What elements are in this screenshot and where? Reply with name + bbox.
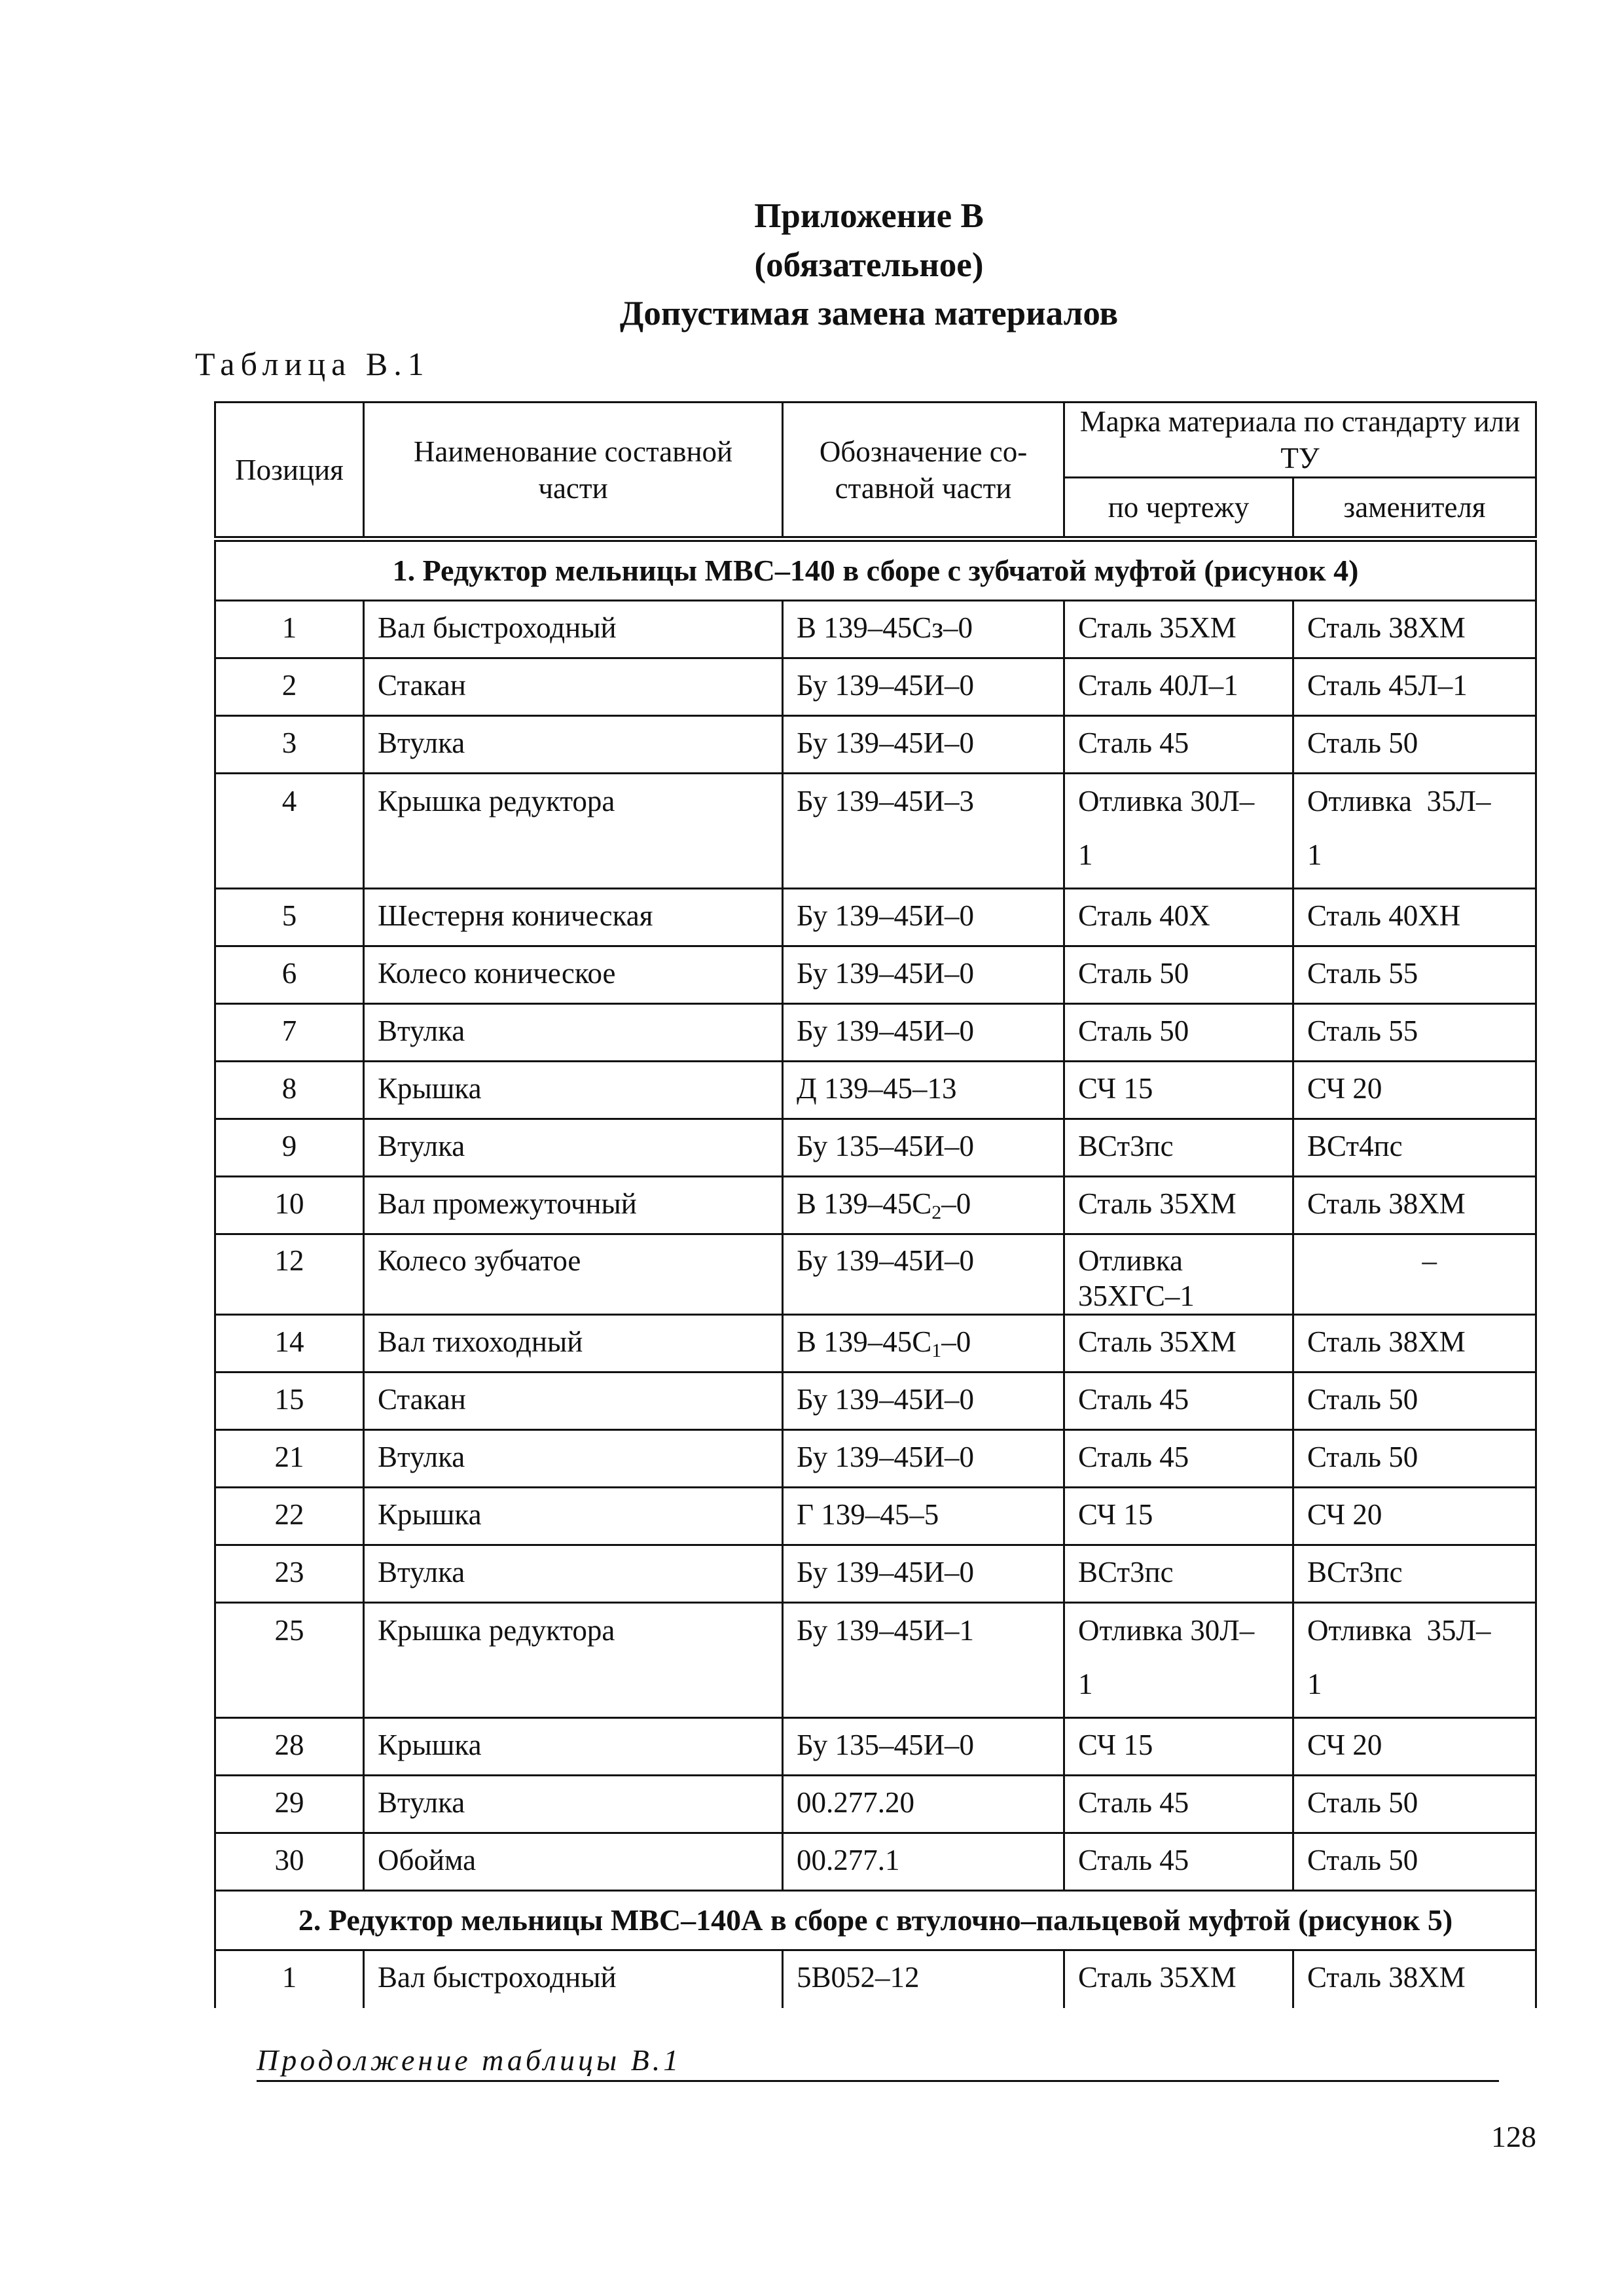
cell-by-drawing: Сталь 35ХМ <box>1064 1177 1293 1234</box>
cell-part-name: Втулка <box>364 1004 783 1062</box>
table-row <box>215 1234 1536 1315</box>
appendix-subject: Допустимая замена материалов <box>619 295 1119 332</box>
cell-substitute: Сталь 38ХМ <box>1293 1177 1536 1234</box>
cell-substitute: СЧ 20 <box>1293 1718 1536 1776</box>
cell-designation: Бу 139–45И–0 <box>783 1545 1064 1603</box>
cell-part-name: Вал промежуточный <box>364 1177 783 1234</box>
cell-line: Отливка 30Л– <box>1078 785 1255 817</box>
cell-by-drawing: Сталь 40Л–1 <box>1064 658 1293 716</box>
cell-part-name: Колесо коническое <box>364 946 783 1004</box>
cell-position: 6 <box>215 946 364 1004</box>
materials-table <box>214 401 1537 2008</box>
cell-substitute <box>1293 774 1536 889</box>
cell-designation: Бу 139–45И–1 <box>783 1603 1064 1718</box>
appendix-status: (обязательное) <box>754 246 984 284</box>
cell-part-name: Колесо зубчатое <box>364 1234 783 1315</box>
cell-part-name: Стакан <box>364 658 783 716</box>
cell-by-drawing: СЧ 15 <box>1064 1488 1293 1545</box>
cell-designation: Бу 139–45И–0 <box>783 658 1064 716</box>
cell-by-drawing: Сталь 50 <box>1064 1004 1293 1062</box>
cell-by-drawing <box>1064 774 1293 889</box>
cell-by-drawing: Сталь 40Х <box>1064 889 1293 946</box>
header-by-drawing: по чертежу <box>1064 478 1293 539</box>
cell-part-name: Обойма <box>364 1833 783 1891</box>
cell-position: 9 <box>215 1119 364 1177</box>
cell-position: 7 <box>215 1004 364 1062</box>
cell-designation: Бу 139–45И–0 <box>783 1234 1064 1315</box>
cell-substitute: Сталь 50 <box>1293 1430 1536 1488</box>
table-row <box>215 1488 1536 1545</box>
cell-by-drawing <box>1064 1603 1293 1718</box>
cell-position: 1 <box>215 601 364 658</box>
table-row <box>215 1545 1536 1603</box>
table-row <box>215 1177 1536 1234</box>
cell-by-drawing: СЧ 15 <box>1064 1062 1293 1119</box>
table-row <box>215 946 1536 1004</box>
section-title: 1. Редуктор мельницы МВС–140 в сборе с зубчатой муфтой (рисунок 4) <box>215 539 1536 601</box>
cell-by-drawing: Сталь 35ХМ <box>1064 1950 1293 2008</box>
cell-designation: Бу 135–45И–0 <box>783 1718 1064 1776</box>
header-substitute: заменителя <box>1293 478 1536 539</box>
table-continuation-label: Продолжение таблицы В.1 <box>257 2041 1499 2082</box>
cell-substitute: Сталь 50 <box>1293 1833 1536 1891</box>
cell-substitute: ВСт4пс <box>1293 1119 1536 1177</box>
cell-substitute: Сталь 50 <box>1293 1776 1536 1833</box>
header-position: Позиция <box>215 403 364 539</box>
cell-line: 1 <box>1307 1668 1322 1700</box>
cell-by-drawing: Сталь 45 <box>1064 1372 1293 1430</box>
appendix-title: Приложение В <box>754 197 984 235</box>
cell-part-name: Стакан <box>364 1372 783 1430</box>
cell-substitute: Сталь 38ХМ <box>1293 601 1536 658</box>
table-row <box>215 1603 1536 1718</box>
cell-line: Отливка 35Л– <box>1307 1614 1491 1647</box>
table-row <box>215 889 1536 946</box>
cell-line: Отливка <box>1078 1244 1183 1277</box>
designation-main: В 139–45С <box>797 1187 932 1220</box>
designation-tail: –0 <box>941 1325 971 1358</box>
table-row <box>215 601 1536 658</box>
cell-position: 21 <box>215 1430 364 1488</box>
cell-designation: Г 139–45–5 <box>783 1488 1064 1545</box>
table-row <box>215 1004 1536 1062</box>
cell-by-drawing: Сталь 45 <box>1064 1776 1293 1833</box>
table-row <box>215 1833 1536 1891</box>
table-row <box>215 658 1536 716</box>
cell-substitute: Сталь 40ХН <box>1293 889 1536 946</box>
cell-position: 8 <box>215 1062 364 1119</box>
cell-designation: Бу 139–45И–0 <box>783 946 1064 1004</box>
designation-subscript: 2 <box>931 1202 942 1223</box>
cell-substitute: Сталь 55 <box>1293 1004 1536 1062</box>
cell-designation: Д 139–45–13 <box>783 1062 1064 1119</box>
cell-substitute: Сталь 55 <box>1293 946 1536 1004</box>
cell-part-name: Вал тихоходный <box>364 1315 783 1372</box>
page-number: 128 <box>1491 2120 1536 2153</box>
cell-by-drawing <box>1064 1234 1293 1315</box>
cell-part-name: Втулка <box>364 1545 783 1603</box>
cell-position: 30 <box>215 1833 364 1891</box>
table-caption: Таблица В.1 <box>195 346 430 382</box>
cell-position: 10 <box>215 1177 364 1234</box>
cell-part-name: Втулка <box>364 716 783 774</box>
table-row <box>215 1119 1536 1177</box>
cell-substitute: Сталь 50 <box>1293 716 1536 774</box>
cell-by-drawing: ВСт3пс <box>1064 1119 1293 1177</box>
cell-line: 1 <box>1078 838 1093 871</box>
table-row <box>215 774 1536 889</box>
cell-position: 12 <box>215 1234 364 1315</box>
cell-part-name: Крышка <box>364 1718 783 1776</box>
cell-part-name: Крышка <box>364 1062 783 1119</box>
cell-substitute: СЧ 20 <box>1293 1488 1536 1545</box>
cell-designation: 00.277.20 <box>783 1776 1064 1833</box>
cell-position: 28 <box>215 1718 364 1776</box>
cell-designation: Бу 139–45И–0 <box>783 889 1064 946</box>
cell-part-name: Шестерня коническая <box>364 889 783 946</box>
cell-line: Отливка 35Л– <box>1307 785 1491 817</box>
table-row <box>215 1372 1536 1430</box>
table-row <box>215 1718 1536 1776</box>
designation-tail: –0 <box>941 1187 971 1220</box>
cell-line: 35ХГС–1 <box>1078 1280 1195 1312</box>
cell-position: 3 <box>215 716 364 774</box>
cell-substitute: Сталь 38ХМ <box>1293 1950 1536 2008</box>
section-title: 2. Редуктор мельницы МВС–140А в сборе с втулочно–пальцевой муфтой (рисунок 5) <box>215 1891 1536 1950</box>
cell-position: 1 <box>215 1950 364 2008</box>
cell-substitute: Сталь 38ХМ <box>1293 1315 1536 1372</box>
cell-position: 14 <box>215 1315 364 1372</box>
cell-substitute: Сталь 50 <box>1293 1372 1536 1430</box>
cell-position: 22 <box>215 1488 364 1545</box>
cell-designation <box>783 1177 1064 1234</box>
cell-by-drawing: Сталь 45 <box>1064 1833 1293 1891</box>
cell-designation: Бу 139–45И–0 <box>783 1372 1064 1430</box>
cell-designation: Бу 139–45И–0 <box>783 1430 1064 1488</box>
cell-designation: 00.277.1 <box>783 1833 1064 1891</box>
cell-by-drawing: Сталь 50 <box>1064 946 1293 1004</box>
cell-designation: 5В052–12 <box>783 1950 1064 2008</box>
cell-by-drawing: Сталь 35ХМ <box>1064 601 1293 658</box>
header-part-name: Наименование составной части <box>364 403 783 539</box>
cell-position: 2 <box>215 658 364 716</box>
cell-position: 15 <box>215 1372 364 1430</box>
cell-line: 1 <box>1078 1668 1093 1700</box>
cell-position: 23 <box>215 1545 364 1603</box>
cell-designation: Бу 139–45И–0 <box>783 1004 1064 1062</box>
header-material-grade: Марка материала по стандарту или ТУ <box>1064 403 1536 478</box>
table-row <box>215 1315 1536 1372</box>
table-row <box>215 1950 1536 2008</box>
cell-designation: Бу 139–45И–0 <box>783 716 1064 774</box>
cell-designation: Бу 139–45И–3 <box>783 774 1064 889</box>
cell-part-name: Втулка <box>364 1430 783 1488</box>
cell-line: 1 <box>1307 838 1322 871</box>
table-row <box>215 716 1536 774</box>
cell-substitute: СЧ 20 <box>1293 1062 1536 1119</box>
cell-substitute <box>1293 1603 1536 1718</box>
cell-line: Отливка 30Л– <box>1078 1614 1255 1647</box>
cell-designation <box>783 1315 1064 1372</box>
cell-designation: Бу 135–45И–0 <box>783 1119 1064 1177</box>
cell-designation: В 139–45Сз–0 <box>783 601 1064 658</box>
table-row <box>215 1776 1536 1833</box>
cell-by-drawing: СЧ 15 <box>1064 1718 1293 1776</box>
cell-part-name: Крышка редуктора <box>364 1603 783 1718</box>
cell-part-name: Крышка <box>364 1488 783 1545</box>
designation-subscript: 1 <box>931 1340 942 1361</box>
cell-substitute: – <box>1293 1234 1536 1315</box>
header-part-designation: Обозначение со-ставной части <box>783 403 1064 539</box>
table-row <box>215 1430 1536 1488</box>
cell-by-drawing: Сталь 35ХМ <box>1064 1315 1293 1372</box>
cell-part-name: Втулка <box>364 1776 783 1833</box>
cell-by-drawing: Сталь 45 <box>1064 716 1293 774</box>
cell-part-name: Втулка <box>364 1119 783 1177</box>
cell-part-name: Вал быстроходный <box>364 601 783 658</box>
cell-position: 25 <box>215 1603 364 1718</box>
cell-substitute: Сталь 45Л–1 <box>1293 658 1536 716</box>
cell-by-drawing: ВСт3пс <box>1064 1545 1293 1603</box>
cell-by-drawing: Сталь 45 <box>1064 1430 1293 1488</box>
table-row <box>215 1062 1536 1119</box>
cell-position: 29 <box>215 1776 364 1833</box>
cell-position: 5 <box>215 889 364 946</box>
cell-part-name: Вал быстроходный <box>364 1950 783 2008</box>
cell-position: 4 <box>215 774 364 889</box>
designation-main: В 139–45С <box>797 1325 932 1358</box>
cell-substitute: ВСт3пс <box>1293 1545 1536 1603</box>
cell-part-name: Крышка редуктора <box>364 774 783 889</box>
